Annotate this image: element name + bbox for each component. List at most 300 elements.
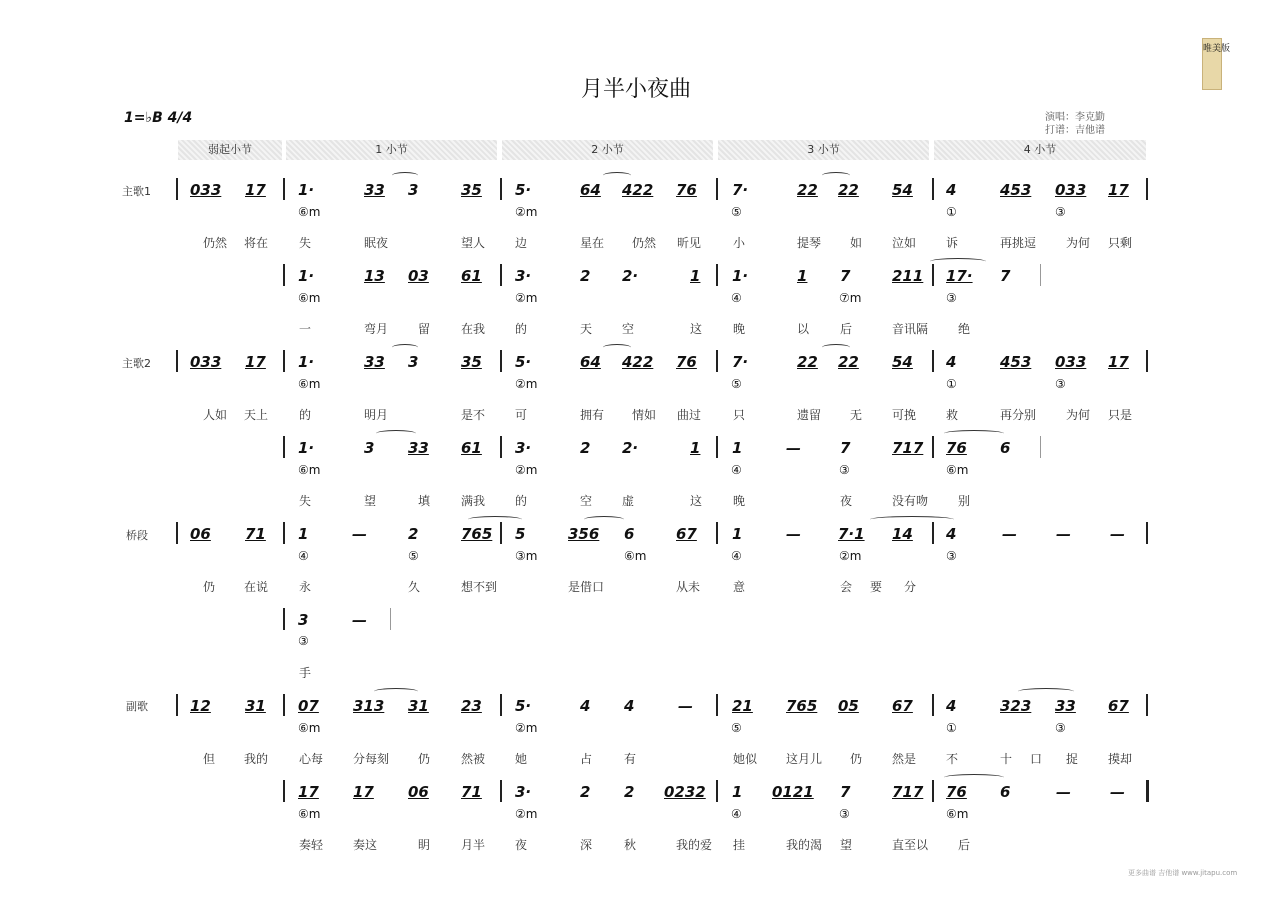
note-group: 033 (1055, 353, 1087, 371)
edition-stamp: 唯美版 (1202, 38, 1222, 90)
tie-slur (930, 258, 986, 265)
note-group: 6 (1000, 783, 1011, 801)
note-group: — (1056, 525, 1071, 543)
barline (500, 522, 502, 544)
chord-marker: ②m (839, 549, 862, 563)
key-signature: 1=♭B 4/4 (124, 110, 193, 126)
lyric: 填 (418, 494, 431, 508)
measure-header-3: 3 小节 (718, 140, 929, 160)
barline (1146, 522, 1148, 544)
note-group: 1· (298, 181, 315, 199)
note-group: 3 (408, 353, 419, 371)
barline (932, 350, 934, 372)
chord-marker: ②m (515, 463, 538, 477)
barline (283, 522, 285, 544)
lyric: 占 (580, 752, 593, 766)
barline (1146, 178, 1148, 200)
note-group: — (1110, 783, 1125, 801)
note-group: — (352, 525, 367, 543)
barline (932, 780, 934, 802)
note-group: 71 (245, 525, 266, 543)
lyric: 仍 (418, 752, 431, 766)
lyric: 分 (904, 580, 917, 594)
note-group: 3 (298, 611, 309, 629)
lyric: 再挑逗 (1000, 236, 1037, 250)
note-group: 033 (190, 353, 222, 371)
barline (500, 264, 502, 286)
lyric: 救 (946, 408, 959, 422)
note-group: 67 (676, 525, 697, 543)
tie-slur (870, 516, 954, 523)
note-group: 17 (1108, 353, 1129, 371)
lyric: 拥有 (580, 408, 605, 422)
note-group: 22 (797, 353, 818, 371)
lyric: 挂 (733, 838, 746, 852)
lyric: 手 (299, 666, 312, 680)
chord-marker: ④ (731, 549, 742, 563)
lyric: 是不 (461, 408, 486, 422)
lyric: 我的 (244, 752, 269, 766)
barline (932, 436, 934, 458)
chord-marker: ③ (946, 549, 957, 563)
lyric: 这 (690, 494, 703, 508)
note-group: 2· (622, 439, 639, 457)
singer-credit: 演唱：李克勤 (1045, 112, 1105, 123)
barline (716, 436, 718, 458)
note-group: 2· (622, 267, 639, 285)
note-group: 7 (840, 439, 851, 457)
lyric: 一 (299, 322, 312, 336)
chord-marker: ⑦m (839, 291, 862, 305)
note-group: 033 (190, 181, 222, 199)
barline (716, 522, 718, 544)
chord-marker: ① (946, 721, 957, 735)
lyric: 望 (840, 838, 853, 852)
note-group: 03 (408, 267, 429, 285)
note-group: 33 (364, 353, 385, 371)
note-group: 453 (1000, 353, 1032, 371)
lyric: 虚 (622, 494, 635, 508)
note-group: — (786, 439, 801, 457)
chord-marker: ③ (1055, 205, 1066, 219)
note-group: 3· (515, 783, 532, 801)
note-group: 21 (732, 697, 753, 715)
barline (500, 350, 502, 372)
tie-slur (392, 172, 418, 179)
note-group: 64 (580, 353, 601, 371)
lyric: 会 (840, 580, 853, 594)
barline (176, 350, 178, 372)
note-group: 422 (622, 353, 654, 371)
measure-header-pickup: 弱起小节 (178, 140, 282, 160)
note-group: 76 (946, 783, 967, 801)
lyric: 提琴 (797, 236, 822, 250)
measure-header-2: 2 小节 (502, 140, 713, 160)
lyric: 空 (580, 494, 593, 508)
lyric: 心每 (299, 752, 324, 766)
chord-marker: ③ (1055, 721, 1066, 735)
note-group: 23 (461, 697, 482, 715)
note-group: 22 (797, 181, 818, 199)
lyric: 分每刻 (353, 752, 390, 766)
chord-marker: ⑥m (624, 549, 647, 563)
chord-marker: ⑤ (731, 377, 742, 391)
lyric: 她 (515, 752, 528, 766)
note-group: 717 (892, 783, 924, 801)
note-group: 4 (580, 697, 591, 715)
barline (932, 694, 934, 716)
chord-marker: ⑤ (731, 205, 742, 219)
chord-marker: ⑤ (731, 721, 742, 735)
note-group: 3 (364, 439, 375, 457)
barline (176, 694, 178, 716)
note-group: 765 (786, 697, 818, 715)
lyric: 音讯隔 (892, 322, 929, 336)
lyric: 的 (515, 322, 528, 336)
lyric: 失 (299, 236, 312, 250)
note-group: 64 (580, 181, 601, 199)
lyric: 十 (1000, 752, 1013, 766)
note-group: 12 (190, 697, 211, 715)
note-group: 17 (353, 783, 374, 801)
chord-marker: ① (946, 205, 957, 219)
note-group: — (352, 611, 367, 629)
lyric: 眀 (418, 838, 431, 852)
note-group: 5 (515, 525, 526, 543)
section-label-verse1: 主歌1 (122, 185, 151, 198)
final-barline (1146, 780, 1149, 802)
lyric: 要 (870, 580, 883, 594)
lyric: 捉 (1066, 752, 1079, 766)
barline (716, 178, 718, 200)
lyric: 然是 (892, 752, 917, 766)
note-group: — (1056, 783, 1071, 801)
note-group: 0232 (664, 783, 706, 801)
barline (1040, 436, 1041, 458)
lyric: 遗留 (797, 408, 822, 422)
lyric: 望人 (461, 236, 486, 250)
chord-marker: ③ (839, 807, 850, 821)
note-group: 61 (461, 267, 482, 285)
lyric: 我的渴 (786, 838, 823, 852)
barline (283, 608, 285, 630)
note-group: 17 (245, 353, 266, 371)
note-group: 05 (838, 697, 859, 715)
note-group: 22 (838, 181, 859, 199)
barline (932, 264, 934, 286)
barline (390, 608, 391, 630)
lyric: 天 (580, 322, 593, 336)
lyric: 可挽 (892, 408, 917, 422)
chord-marker: ⑥m (946, 807, 969, 821)
note-group: 35 (461, 181, 482, 199)
note-group: 54 (892, 353, 913, 371)
lyric: 泣如 (892, 236, 917, 250)
note-group: 2 (624, 783, 635, 801)
note-group: — (678, 697, 693, 715)
lyric: 失 (299, 494, 312, 508)
lyric: 只是 (1108, 408, 1133, 422)
note-group: 71 (461, 783, 482, 801)
chord-marker: ⑥m (946, 463, 969, 477)
lyric: 满我 (461, 494, 486, 508)
note-group: 4 (946, 697, 957, 715)
lyric: 奏轻 (299, 838, 324, 852)
chord-marker: ① (946, 377, 957, 391)
barline (716, 264, 718, 286)
lyric: 在说 (244, 580, 269, 594)
barline (500, 178, 502, 200)
note-group: 7· (732, 181, 749, 199)
lyric: 留 (418, 322, 431, 336)
page-title: 月半小夜曲 (580, 77, 691, 102)
tie-slur (584, 516, 624, 523)
lyric: 的 (299, 408, 312, 422)
chord-marker: ⑥m (298, 291, 321, 305)
tie-slur (944, 774, 1004, 781)
lyric: 意 (733, 580, 746, 594)
note-group: 67 (892, 697, 913, 715)
lyric: 可 (515, 408, 528, 422)
note-group: 7 (840, 783, 851, 801)
barline (1040, 264, 1041, 286)
lyric: 永 (299, 580, 312, 594)
chord-marker: ⑥m (298, 463, 321, 477)
lyric: 昕见 (677, 236, 702, 250)
note-group: 1· (298, 267, 315, 285)
lyric: 情如 (632, 408, 657, 422)
tie-slur (468, 516, 522, 523)
lyric: 口 (1030, 752, 1043, 766)
chord-marker: ⑤ (408, 549, 419, 563)
tie-slur (392, 344, 418, 351)
note-group: — (1110, 525, 1125, 543)
note-group: 5· (515, 697, 532, 715)
lyric: 再分别 (1000, 408, 1037, 422)
note-group: 3· (515, 267, 532, 285)
note-group: 422 (622, 181, 654, 199)
lyric: 曲过 (677, 408, 702, 422)
note-group: 1 (298, 525, 309, 543)
note-group: 1 (690, 439, 701, 457)
note-group: 1· (298, 439, 315, 457)
note-group: 1 (732, 525, 743, 543)
lyric: 天上 (244, 408, 269, 422)
lyric: 想不到 (461, 580, 498, 594)
lyric: 我的爱 (676, 838, 713, 852)
barline (932, 178, 934, 200)
tie-slur (822, 172, 850, 179)
chord-marker: ④ (298, 549, 309, 563)
note-group: 76 (676, 353, 697, 371)
lyric: 诉 (946, 236, 959, 250)
note-group: — (786, 525, 801, 543)
lyric: 夜 (515, 838, 528, 852)
lyric: 绝 (958, 322, 971, 336)
measure-header-1: 1 小节 (286, 140, 497, 160)
barline (716, 694, 718, 716)
lyric: 只剩 (1108, 236, 1133, 250)
note-group: 323 (1000, 697, 1032, 715)
lyric: 望 (364, 494, 377, 508)
chord-marker: ②m (515, 377, 538, 391)
lyric: 仍然 (203, 236, 228, 250)
lyric: 这月儿 (786, 752, 823, 766)
lyric: 只 (733, 408, 746, 422)
note-group: 4 (946, 525, 957, 543)
lyric: 空 (622, 322, 635, 336)
lyric: 如 (850, 236, 863, 250)
lyric: 晚 (733, 494, 746, 508)
lyric: 深 (580, 838, 593, 852)
note-group: 7 (1000, 267, 1011, 285)
note-group: 5· (515, 353, 532, 371)
barline (500, 436, 502, 458)
lyric: 后 (840, 322, 853, 336)
lyric: 秋 (624, 838, 637, 852)
lyric: 奏这 (353, 838, 378, 852)
barline (283, 694, 285, 716)
barline (1146, 694, 1148, 716)
lyric: 将在 (244, 236, 269, 250)
note-group: 3· (515, 439, 532, 457)
barline (1146, 350, 1148, 372)
footer-credit: 更多曲谱 吉他谱 www.jitapu.com (1128, 869, 1238, 877)
chord-marker: ⑥m (298, 205, 321, 219)
lyric: 然被 (461, 752, 486, 766)
tie-slur (944, 430, 1004, 437)
lyric: 晚 (733, 322, 746, 336)
lyric: 弯月 (364, 322, 389, 336)
note-group: 211 (892, 267, 924, 285)
barline (716, 350, 718, 372)
barline (932, 522, 934, 544)
note-group: 35 (461, 353, 482, 371)
chord-marker: ③ (839, 463, 850, 477)
note-group: 33 (364, 181, 385, 199)
section-label-bridge: 桥段 (126, 529, 148, 542)
lyric: 月半 (461, 838, 486, 852)
lyric: 为何 (1066, 236, 1091, 250)
lyric: 她似 (733, 752, 758, 766)
lyric: 不 (946, 752, 959, 766)
note-group: 765 (461, 525, 493, 543)
lyric: 眠夜 (364, 236, 389, 250)
arranger-credit: 打谱：吉他谱 (1045, 125, 1105, 136)
lyric: 在我 (461, 322, 486, 336)
lyric: 仍 (850, 752, 863, 766)
note-group: 453 (1000, 181, 1032, 199)
barline (176, 522, 178, 544)
note-group: 3 (408, 181, 419, 199)
note-group: 06 (408, 783, 429, 801)
note-group: 31 (408, 697, 429, 715)
tie-slur (374, 688, 418, 695)
section-label-verse2: 主歌2 (122, 357, 151, 370)
tie-slur (376, 430, 416, 437)
tie-slur (603, 172, 631, 179)
chord-marker: ②m (515, 291, 538, 305)
note-group: 7· (732, 353, 749, 371)
note-group: 6 (1000, 439, 1011, 457)
lyric: 久 (408, 580, 421, 594)
lyric: 是借口 (568, 580, 605, 594)
chord-marker: ②m (515, 205, 538, 219)
lyric: 但 (203, 752, 216, 766)
note-group: 17· (946, 267, 973, 285)
note-group: 07 (298, 697, 319, 715)
lyric: 以 (797, 322, 810, 336)
chord-marker: ②m (515, 721, 538, 735)
tie-slur (603, 344, 631, 351)
note-group: 7 (840, 267, 851, 285)
lyric: 的 (515, 494, 528, 508)
lyric: 别 (958, 494, 971, 508)
note-group: 356 (568, 525, 600, 543)
note-group: 17 (1108, 181, 1129, 199)
lyric: 小 (733, 236, 746, 250)
lyric: 明月 (364, 408, 389, 422)
note-group: 76 (676, 181, 697, 199)
note-group: 4 (624, 697, 635, 715)
note-group: 13 (364, 267, 385, 285)
lyric: 仍 (203, 580, 216, 594)
lyric: 有 (624, 752, 637, 766)
lyric: 无 (850, 408, 863, 422)
note-group: 4 (946, 181, 957, 199)
tie-slur (822, 344, 850, 351)
note-group: 67 (1108, 697, 1129, 715)
note-group: 6 (624, 525, 635, 543)
note-group: 54 (892, 181, 913, 199)
chord-marker: ④ (731, 463, 742, 477)
lyric: 直至以 (892, 838, 929, 852)
barline (283, 350, 285, 372)
lyric: 边 (515, 236, 528, 250)
chord-marker: ③ (298, 634, 309, 648)
note-group: 1· (298, 353, 315, 371)
lyric: 夜 (840, 494, 853, 508)
lyric: 人如 (203, 408, 228, 422)
note-group: 0121 (772, 783, 814, 801)
note-group: 31 (245, 697, 266, 715)
note-group: 7·1 (838, 525, 865, 543)
note-group: 06 (190, 525, 211, 543)
note-group: 4 (946, 353, 957, 371)
barline (500, 694, 502, 716)
chord-marker: ④ (731, 291, 742, 305)
note-group: 17 (298, 783, 319, 801)
note-group: 2 (408, 525, 419, 543)
note-group: 33 (1055, 697, 1076, 715)
lyric: 为何 (1066, 408, 1091, 422)
chord-marker: ③m (515, 549, 538, 563)
note-group: 1 (690, 267, 701, 285)
note-group: 2 (580, 439, 591, 457)
lyric: 星在 (580, 236, 605, 250)
lyric: 仍然 (632, 236, 657, 250)
note-group: 1 (797, 267, 808, 285)
lyric: 摸却 (1108, 752, 1133, 766)
chord-marker: ②m (515, 807, 538, 821)
note-group: 14 (892, 525, 913, 543)
note-group: 033 (1055, 181, 1087, 199)
section-label-chorus: 副歌 (126, 700, 148, 713)
chord-marker: ⑥m (298, 377, 321, 391)
barline (283, 264, 285, 286)
note-group: 5· (515, 181, 532, 199)
note-group: 2 (580, 267, 591, 285)
